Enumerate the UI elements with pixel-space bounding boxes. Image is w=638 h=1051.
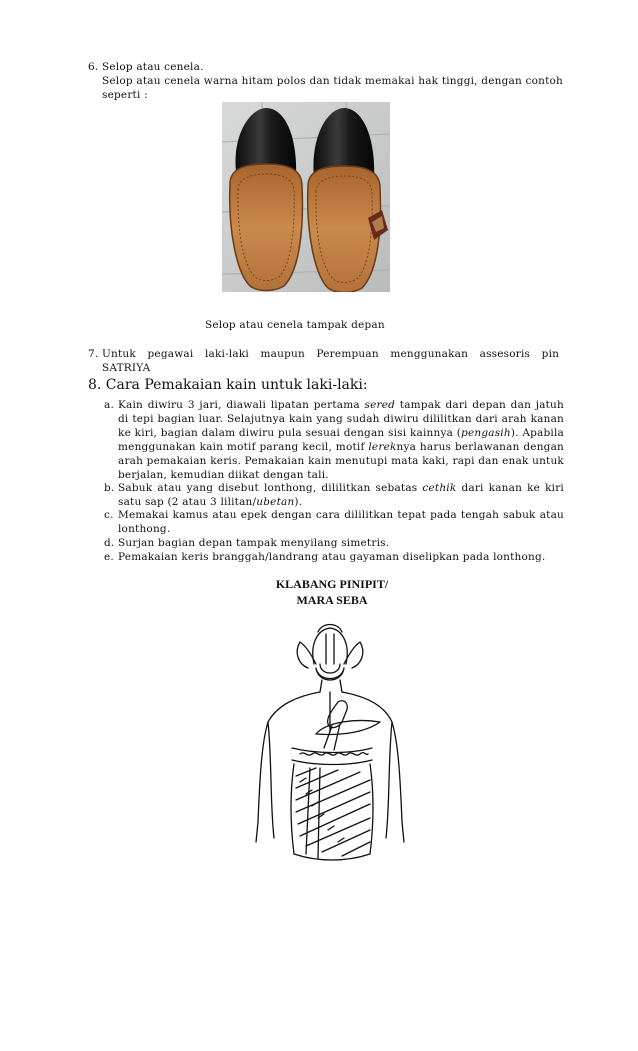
item-number: 6. [88,61,99,73]
item-title: Selop atau cenela. [102,61,204,73]
sub-item-label: d. [104,537,115,549]
sub-item-text: Surjan bagian depan tampak menyilang simetris. [118,537,390,549]
drawing-title-line1: KLABANG PINIPIT/ [275,577,389,591]
sub-item-text: Memakai kamus atau epek dengan cara dililitkan tepat pada tengah sabuk atau lonthong. [118,509,564,535]
drawing-title-line2: MARA SEBA [296,593,368,607]
sub-item-text: Kain diwiru 3 jari, diawali lipatan pertama sered tampak dari depan dan jatuh di tepi bagian luar. Selajutnya kain yang sudah diwiru dililitkan dari arah kanan ke kiri, bagian dalam diwiru pula sesuai dengan sisi kainnya (pengasih). Apabila menggunakan kain motif parang kecil, motif lereknya harus berlawanan dengan arah pemakaian keris. Pemakaian kain menutupi mata kaki, rapi dan enak untuk berjalan, kemudian diikat dengan tali. [118,399,565,481]
item-body: Selop atau cenela warna hitam polos dan tidak memakai hak tinggi, dengan contoh seperti : [102,75,563,101]
sub-item-text: Sabuk atau yang disebut lonthong, dililitkan sebatas cethik dari kanan ke kiri satu sap (2 atau 3 lilitan/ubetan). [118,482,564,508]
sub-item-label: a. [104,399,114,411]
sub-item-label: b. [104,482,115,494]
photo-caption: Selop atau cenela tampak depan [205,319,385,331]
section-heading: 8. Cara Pemakaian kain untuk laki-laki: [88,377,368,393]
sub-item-label: c. [104,509,114,521]
sub-item-label: e. [104,551,114,563]
sub-item-text: Pemakaian keris branggah/landrang atau gayaman diselipkan pada lonthong. [118,551,546,563]
klabang-pinipit-drawing [246,572,418,872]
item-body-line2: SATRIYA [102,362,151,374]
item-number: 7. [88,348,99,360]
item-body-line1: Untuk pegawai laki-laki maupun Perempuan menggunakan assesoris pin [102,348,560,360]
shoe-photo [222,102,390,292]
